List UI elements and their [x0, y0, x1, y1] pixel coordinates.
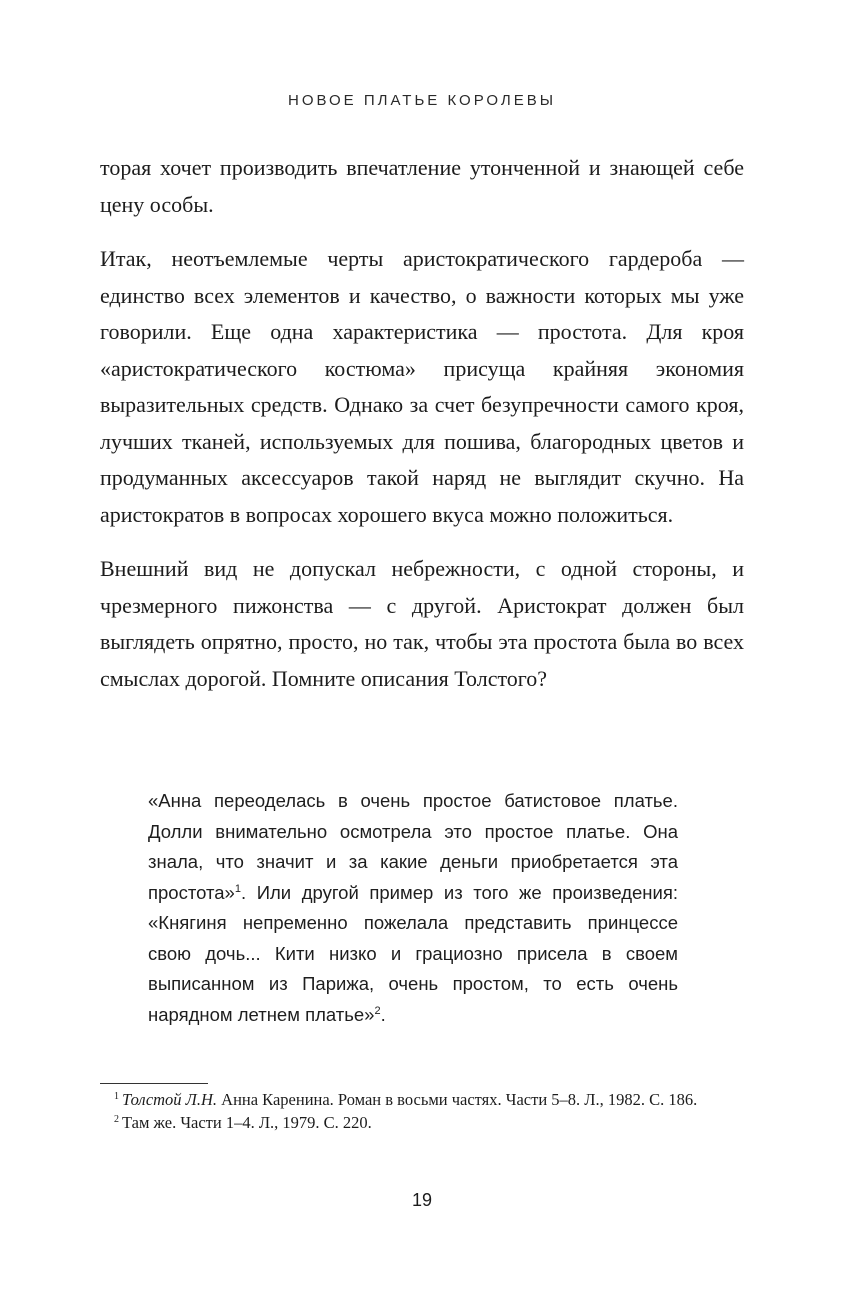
footnote-divider [100, 1083, 208, 1084]
footnote-number: 2 [114, 1113, 119, 1125]
page-number: 19 [411, 1190, 433, 1210]
footnote-author: Толстой Л.Н. [122, 1090, 218, 1109]
quote-text [148, 786, 678, 1030]
paragraph: Итак, неотъемлемые черты аристократического гардероба — единство всех элементов и качество, о важности которых мы уже говорили. Еще одна характеристика — простота. Для кроя «аристократического костюма» присуща крайняя экономия выразительных средств. Однако за счет безупречности самого кроя, лучших тканей, используемых для пошива, благородных цветов и продуманных аксессуаров такой наряд не выглядит скучно. На аристократов в вопросах хорошего вкуса можно положиться. [100, 246, 744, 527]
paragraph: торая хочет производить впечатление утонченной и знающей себе цену особы. [100, 155, 744, 217]
footnote-ref[interactable]: 1 [234, 882, 241, 895]
footnote-text: Там же. Части 1–4. Л., 1979. С. 220. [122, 1113, 372, 1132]
footnote-item [100, 1088, 744, 1111]
quote-part: . Или другой пример из того же произведения: «Княгиня непременно пожелала представить принцессе свою дочь... Кити низко и грациозно присела в своем выписанном из Парижа, очень простом, то есть очень нарядном летнем платье» [148, 881, 678, 1025]
quote-part: . [380, 1003, 386, 1025]
paragraph: Внешний вид не допускал небрежности, с одной стороны, и чрезмерного пижонства — с другой. Аристократ должен был выглядеть опрятно, просто, но так, чтобы эта простота была во всех смыслах дорогой. Помните описания Толстого? [100, 556, 744, 691]
block-quote [148, 786, 678, 1030]
footnotes [100, 1088, 744, 1134]
footnote-text: Анна Каренина. Роман в восьми частях. Части 5–8. Л., 1982. С. 186. [217, 1090, 698, 1109]
main-text [100, 150, 744, 715]
footnote-ref[interactable]: 2 [374, 1004, 381, 1017]
quote-part: «Анна переоделась в очень простое батистовое платье. Долли внимательно осмотрела это простое платье. Она знала, что значит и за какие деньги приобретается эта простота» [148, 790, 678, 903]
running-header: НОВОЕ ПЛАТЬЕ КОРОЛЕВЫ [287, 92, 557, 109]
footnote-item [100, 1111, 744, 1134]
footnote-number: 1 [114, 1090, 119, 1102]
